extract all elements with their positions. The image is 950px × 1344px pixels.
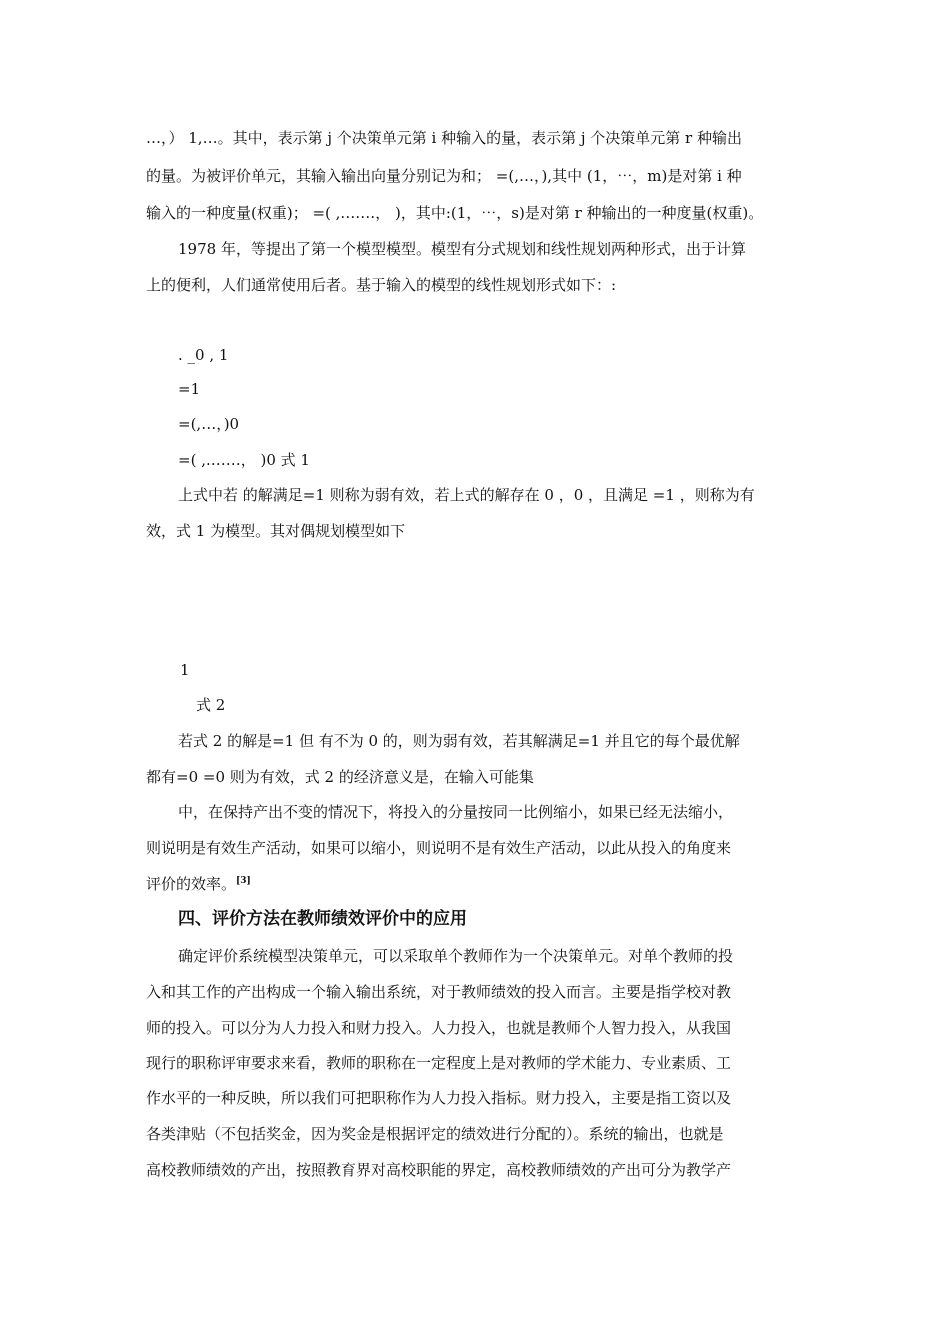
- text-line: 确定评价系统模型决策单元，可以采取单个教师作为一个决策单元。对单个教师的投: [178, 947, 734, 965]
- text-line: 1978 年，等提出了第一个模型模型。模型有分式规划和线性规划两种形式，出于计算: [178, 240, 746, 258]
- text-line: 各类津贴（不包括奖金，因为奖金是根据评定的绩效进行分配的）。系统的输出，也就是: [146, 1125, 724, 1143]
- text-line: 高校教师绩效的产出，按照教育界对高校职能的界定，高校教师绩效的产出可分为教学产: [146, 1161, 732, 1179]
- text-line: 现行的职称评审要求来看，教师的职称在一定程度上是对教师的学术能力、专业素质、工: [146, 1054, 732, 1072]
- text-line: 中，在保持产出不变的情况下，将投入的分量按同一比例缩小，如果已经无法缩小，: [178, 803, 734, 821]
- text-line: 则说明是有效生产活动，如果可以缩小，则说明不是有效生产活动，以此从投入的角度来: [146, 839, 732, 857]
- formula-line: . _0 , 1: [178, 346, 229, 364]
- text-line: …，） 1,…。其中，表示第 j 个决策单元第 i 种输入的量，表示第 j 个决策单元第 r 种输出: [146, 129, 742, 147]
- formula-line: =( ,.……， )0 式 1: [178, 451, 310, 469]
- text-line: 上式中若 的解满足=1 则称为弱有效，若上式的解存在 0 ，0 ，且满足 =1 ，则称为有: [178, 486, 755, 504]
- text-line: 若式 2 的解是=1 但 有不为 0 的，则为弱有效，若其解满足=1 并且它的每个最优解: [178, 732, 740, 750]
- text-line: 上的便利，人们通常使用后者。基于输入的模型的线性规划形式如下：:: [146, 276, 617, 294]
- section-heading: 四、评价方法在教师绩效评价中的应用: [178, 909, 467, 929]
- text-fragment: 评价的效率。: [146, 875, 237, 893]
- text-line: 效，式 1 为模型。其对偶规划模型如下: [146, 522, 406, 540]
- formula-line: 1: [180, 661, 190, 679]
- formula-label: 式 2: [196, 696, 226, 714]
- text-line: [146, 874, 251, 894]
- text-line: 作水平的一种反映，所以我们可把职称作为人力投入指标。财力投入，主要是指工资以及: [146, 1089, 732, 1107]
- text-line: 输入的一种度量(权重)； =( ,.……， )，其中:(1，⋯，s)是对第 r 种输出的一种度量(权重)。: [146, 204, 764, 222]
- text-line: 都有=0 =0 则为有效，式 2 的经济意义是，在输入可能集: [146, 768, 534, 786]
- citation-superscript: [3]: [236, 876, 251, 886]
- formula-line: =1: [178, 380, 201, 398]
- text-line: 入和其工作的产出构成一个输入输出系统，对于教师绩效的投入而言。主要是指学校对教: [146, 983, 732, 1001]
- formula-line: =(,…，)0: [178, 415, 240, 433]
- text-line: 师的投入。可以分为人力投入和财力投入。人力投入，也就是教师个人智力投入，从我国: [146, 1019, 732, 1037]
- text-line: 的量。为被评价单元，其输入输出向量分别记为和； =(,…，),其中 (1，⋯，m)是对第 i 种: [146, 167, 742, 185]
